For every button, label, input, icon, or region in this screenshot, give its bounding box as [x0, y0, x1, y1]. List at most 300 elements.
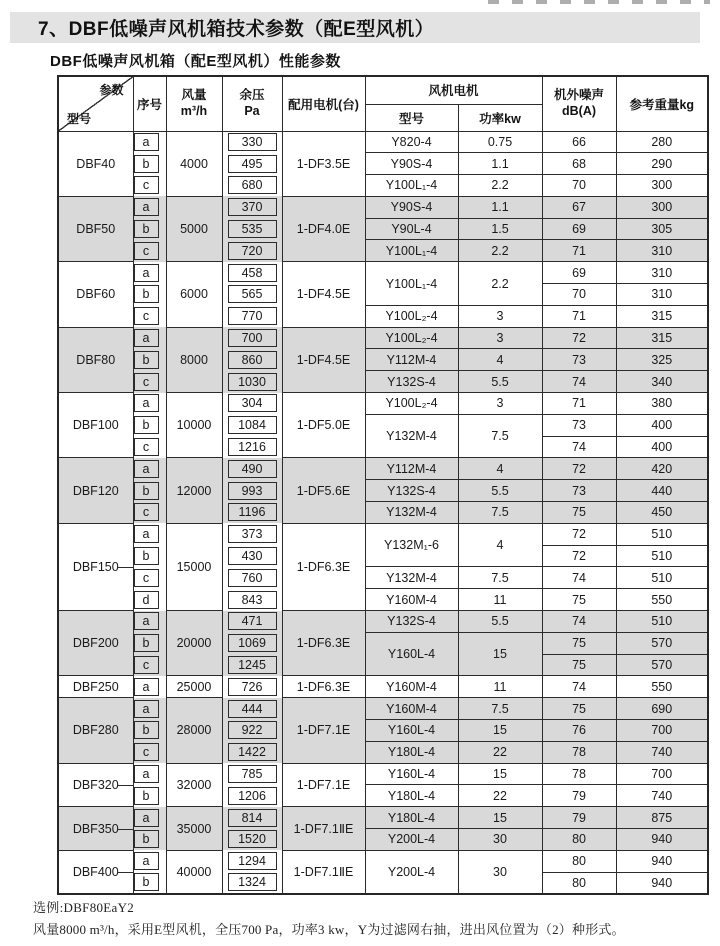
cell-motor-power: 7.5 [458, 414, 542, 458]
cell-motor-config: 1-DF5.6E [282, 458, 365, 523]
cell-motor-model: Y132M-4 [365, 567, 458, 589]
cell-motor-model: Y132S-4 [365, 611, 458, 633]
cell-airflow: 28000 [166, 698, 222, 763]
cell-weight: 875 [616, 807, 708, 829]
cell-weight: 700 [616, 720, 708, 742]
cell-motor-model: Y132M₁-6 [365, 523, 458, 567]
table-row [58, 567, 708, 589]
cell-pressure [222, 741, 282, 763]
cell-motor-power: 1.5 [458, 218, 542, 240]
cell-weight: 310 [616, 284, 708, 306]
cell-airflow: 35000 [166, 807, 222, 851]
cell-weight: 510 [616, 567, 708, 589]
header-noise-line2: dB(A) [562, 103, 597, 118]
cell-noise: 80 [542, 850, 616, 872]
page-edge-print-artifact [488, 0, 710, 4]
cell-airflow: 12000 [166, 458, 222, 523]
cell-pressure [222, 131, 282, 153]
cell-noise: 75 [542, 502, 616, 524]
cell-seq-box: a [134, 525, 159, 543]
cell-motor-config: 1-DF4.0E [282, 196, 365, 261]
footer-example-label: 选例:DBF80EaY2 [33, 900, 135, 915]
cell-noise: 75 [542, 654, 616, 676]
table-row [58, 371, 708, 393]
cell-pressure [222, 850, 282, 872]
cell-motor-model: Y160L-4 [365, 632, 458, 676]
cell-noise: 72 [542, 458, 616, 480]
cell-pressure-box: 770 [228, 307, 277, 325]
cell-pressure-box: 1245 [228, 656, 277, 674]
cell-seq-box: a [134, 329, 159, 347]
cell-pressure-box: 535 [228, 220, 277, 238]
cell-motor-model: Y112M-4 [365, 458, 458, 480]
cell-pressure-box: 430 [228, 547, 277, 565]
cell-pressure [222, 763, 282, 785]
cell-seq [133, 829, 166, 851]
cell-pressure-box: 1324 [228, 873, 277, 891]
cell-airflow: 5000 [166, 196, 222, 261]
cell-seq-box: a [134, 852, 159, 870]
cell-seq-box: b [134, 787, 159, 805]
cell-weight: 740 [616, 741, 708, 763]
cell-motor-power: 5.5 [458, 611, 542, 633]
cell-airflow: 25000 [166, 676, 222, 698]
cell-airflow: 32000 [166, 763, 222, 807]
table-row [58, 480, 708, 502]
cell-seq [133, 698, 166, 720]
cell-motor-config: 1-DF6.3E [282, 523, 365, 610]
header-corner-model-label: 型号 [67, 111, 92, 126]
cell-model: DBF120 [58, 458, 133, 523]
footer-example-description: 风量8000 m³/h，采用E型风机，全压700 Pa，功率3 kw，Y为过滤网右抽，进出风位置为（2）种形式。 [33, 922, 625, 937]
cell-noise: 79 [542, 807, 616, 829]
cell-weight: 315 [616, 327, 708, 349]
cell-pressure [222, 240, 282, 262]
cell-motor-power: 2.2 [458, 175, 542, 197]
cell-pressure [222, 327, 282, 349]
cell-seq [133, 850, 166, 872]
cell-motor-power: 15 [458, 720, 542, 742]
cell-seq [133, 240, 166, 262]
cell-motor-model: Y160L-4 [365, 763, 458, 785]
table-row [58, 349, 708, 371]
table-row [58, 327, 708, 349]
cell-pressure-box: 726 [228, 678, 277, 696]
table-row [58, 153, 708, 175]
cell-noise: 73 [542, 480, 616, 502]
cell-seq-box: a [134, 133, 159, 151]
table-row [58, 829, 708, 851]
cell-seq [133, 131, 166, 153]
cell-seq-box: b [134, 351, 159, 369]
cell-airflow: 10000 [166, 393, 222, 458]
cell-weight: 420 [616, 458, 708, 480]
cell-seq-box: b [134, 220, 159, 238]
table-row [58, 632, 708, 654]
cell-seq-box: c [134, 373, 159, 391]
cell-seq-box: a [134, 394, 159, 412]
header-noise [542, 76, 616, 131]
cell-seq [133, 349, 166, 371]
cell-seq [133, 284, 166, 306]
cell-motor-power: 5.5 [458, 480, 542, 502]
cell-seq [133, 436, 166, 458]
cell-pressure-box: 1422 [228, 743, 277, 761]
cell-pressure-box: 785 [228, 765, 277, 783]
cell-pressure [222, 872, 282, 894]
cell-motor-model: Y100L₁-4 [365, 240, 458, 262]
cell-noise: 80 [542, 829, 616, 851]
cell-motor-config: 1-DF7.1E [282, 763, 365, 807]
cell-noise: 74 [542, 371, 616, 393]
cell-seq-box: b [134, 721, 159, 739]
cell-model: DBF350 [58, 807, 133, 851]
cell-motor-model: Y100L₁-4 [365, 175, 458, 197]
cell-weight: 300 [616, 175, 708, 197]
table-row [58, 262, 708, 284]
cell-noise: 70 [542, 175, 616, 197]
cell-noise: 68 [542, 153, 616, 175]
cell-seq [133, 196, 166, 218]
cell-motor-model: Y100L₁-4 [365, 262, 458, 306]
cell-motor-config: 1-DF7.1ⅡE [282, 850, 365, 894]
cell-seq-box: a [134, 460, 159, 478]
cell-seq-box: c [134, 656, 159, 674]
cell-airflow: 8000 [166, 327, 222, 392]
table-row [58, 807, 708, 829]
cell-pressure [222, 284, 282, 306]
cell-pressure [222, 305, 282, 327]
cell-pressure-box: 1206 [228, 787, 277, 805]
cell-noise: 72 [542, 523, 616, 545]
cell-noise: 70 [542, 284, 616, 306]
cell-seq [133, 458, 166, 480]
cell-motor-power: 1.1 [458, 196, 542, 218]
cell-pressure [222, 480, 282, 502]
spec-table-container [57, 75, 709, 895]
cell-pressure-box: 444 [228, 700, 277, 718]
cell-motor-config: 1-DF4.5E [282, 262, 365, 327]
cell-weight: 380 [616, 393, 708, 415]
cell-weight: 450 [616, 502, 708, 524]
cell-airflow: 15000 [166, 523, 222, 610]
cell-motor-model: Y160M-4 [365, 676, 458, 698]
cell-noise: 71 [542, 393, 616, 415]
cell-seq [133, 393, 166, 415]
cell-seq-box: a [134, 264, 159, 282]
cell-weight: 550 [616, 676, 708, 698]
header-motor-config: 配用电机(台) [282, 76, 365, 131]
cell-noise: 67 [542, 196, 616, 218]
cell-pressure-box: 370 [228, 198, 277, 216]
header-airflow [166, 76, 222, 131]
spec-table-body [58, 131, 708, 894]
cell-seq-box: a [134, 765, 159, 783]
cell-weight: 510 [616, 523, 708, 545]
cell-seq-box: c [134, 242, 159, 260]
cell-noise: 78 [542, 763, 616, 785]
cell-pressure [222, 349, 282, 371]
cell-pressure-box: 495 [228, 155, 277, 173]
cell-motor-power: 7.5 [458, 698, 542, 720]
table-row [58, 589, 708, 611]
cell-model: DBF250 [58, 676, 133, 698]
table-row [58, 196, 708, 218]
cell-motor-power: 5.5 [458, 371, 542, 393]
cell-weight: 340 [616, 371, 708, 393]
cell-noise: 80 [542, 872, 616, 894]
cell-weight: 325 [616, 349, 708, 371]
cell-pressure-box: 993 [228, 482, 277, 500]
cell-motor-power: 1.1 [458, 153, 542, 175]
cell-motor-model: Y160L-4 [365, 720, 458, 742]
cell-motor-power: 15 [458, 763, 542, 785]
cell-noise: 74 [542, 436, 616, 458]
table-row [58, 414, 708, 436]
table-row [58, 741, 708, 763]
cell-pressure-box: 680 [228, 176, 277, 194]
cell-weight: 700 [616, 763, 708, 785]
cell-motor-power: 11 [458, 676, 542, 698]
cell-weight: 570 [616, 632, 708, 654]
cell-model: DBF320 [58, 763, 133, 807]
cell-weight: 740 [616, 785, 708, 807]
cell-pressure [222, 262, 282, 284]
cell-model: DBF60 [58, 262, 133, 327]
cell-motor-model: Y100L₂-4 [365, 305, 458, 327]
cell-motor-power: 0.75 [458, 131, 542, 153]
cell-noise: 73 [542, 349, 616, 371]
cell-pressure-box: 1084 [228, 416, 277, 434]
cell-noise: 66 [542, 131, 616, 153]
header-pressure-line2: Pa [244, 103, 260, 118]
cell-seq [133, 218, 166, 240]
cell-seq-box: c [134, 307, 159, 325]
table-row [58, 458, 708, 480]
cell-airflow: 40000 [166, 850, 222, 894]
table-row [58, 393, 708, 415]
cell-seq [133, 785, 166, 807]
cell-pressure-box: 373 [228, 525, 277, 543]
table-row [58, 240, 708, 262]
cell-seq [133, 327, 166, 349]
cell-motor-config: 1-DF5.0E [282, 393, 365, 458]
cell-seq-box: b [134, 285, 159, 303]
cell-motor-config: 1-DF7.1ⅡE [282, 807, 365, 851]
cell-model: DBF50 [58, 196, 133, 261]
section-title: 7、DBF低噪声风机箱技术参数（配E型风机） [38, 19, 435, 40]
header-corner-param-label: 参数 [99, 83, 124, 97]
cell-motor-power: 7.5 [458, 502, 542, 524]
cell-seq [133, 414, 166, 436]
table-row [58, 523, 708, 545]
cell-noise: 71 [542, 305, 616, 327]
cell-noise: 69 [542, 218, 616, 240]
cell-seq-box: c [134, 176, 159, 194]
cell-motor-model: Y90L-4 [365, 218, 458, 240]
cell-seq-box: a [134, 678, 159, 696]
table-row [58, 502, 708, 524]
cell-motor-model: Y90S-4 [365, 153, 458, 175]
cell-pressure-box: 458 [228, 264, 277, 282]
table-row [58, 785, 708, 807]
cell-motor-config: 1-DF3.5E [282, 131, 365, 196]
cell-weight: 940 [616, 829, 708, 851]
header-motor-power: 功率kw [458, 104, 542, 131]
cell-pressure [222, 458, 282, 480]
cell-pressure-box: 1520 [228, 830, 277, 848]
cell-motor-model: Y200L-4 [365, 829, 458, 851]
cell-seq-box: b [134, 634, 159, 652]
cell-seq [133, 872, 166, 894]
cell-pressure-box: 565 [228, 285, 277, 303]
cell-weight: 300 [616, 196, 708, 218]
cell-pressure [222, 196, 282, 218]
cell-weight: 400 [616, 414, 708, 436]
header-pressure [222, 76, 282, 131]
cell-pressure [222, 523, 282, 545]
cell-model: DBF80 [58, 327, 133, 392]
cell-seq [133, 545, 166, 567]
cell-seq-box: a [134, 198, 159, 216]
cell-motor-model: Y100L₂-4 [365, 393, 458, 415]
cell-motor-config: 1-DF6.3E [282, 676, 365, 698]
table-caption: DBF低噪声风机箱（配E型风机）性能参数 [50, 53, 341, 70]
cell-pressure [222, 371, 282, 393]
cell-noise: 75 [542, 589, 616, 611]
cell-weight: 550 [616, 589, 708, 611]
cell-noise: 72 [542, 545, 616, 567]
cell-pressure [222, 589, 282, 611]
cell-seq-box: c [134, 503, 159, 521]
cell-seq [133, 523, 166, 545]
table-row [58, 720, 708, 742]
cell-seq-box: a [134, 612, 159, 630]
header-fan-motor-group: 风机电机 [365, 76, 542, 104]
cell-motor-model: Y112M-4 [365, 349, 458, 371]
table-row [58, 850, 708, 872]
cell-noise: 73 [542, 414, 616, 436]
cell-seq-box: b [134, 873, 159, 891]
cell-pressure [222, 567, 282, 589]
cell-motor-power: 3 [458, 305, 542, 327]
cell-motor-power: 22 [458, 741, 542, 763]
cell-pressure [222, 829, 282, 851]
cell-pressure-box: 330 [228, 133, 277, 151]
spec-table [57, 75, 709, 895]
cell-seq-box: a [134, 809, 159, 827]
cell-pressure-box: 720 [228, 242, 277, 260]
cell-motor-model: Y160M-4 [365, 698, 458, 720]
cell-seq-box: b [134, 547, 159, 565]
cell-seq [133, 175, 166, 197]
table-row [58, 763, 708, 785]
table-row [58, 611, 708, 633]
cell-pressure-box: 471 [228, 612, 277, 630]
cell-pressure [222, 632, 282, 654]
cell-motor-power: 15 [458, 807, 542, 829]
cell-pressure-box: 760 [228, 569, 277, 587]
table-row [58, 698, 708, 720]
cell-weight: 310 [616, 262, 708, 284]
cell-motor-model: Y180L-4 [365, 807, 458, 829]
table-row [58, 175, 708, 197]
cell-seq [133, 632, 166, 654]
cell-pressure [222, 698, 282, 720]
cell-noise: 74 [542, 567, 616, 589]
cell-seq-box: c [134, 438, 159, 456]
table-row [58, 305, 708, 327]
cell-motor-power: 4 [458, 523, 542, 567]
cell-noise: 75 [542, 698, 616, 720]
cell-noise: 75 [542, 632, 616, 654]
header-seq: 序号 [133, 76, 166, 131]
cell-weight: 570 [616, 654, 708, 676]
cell-pressure [222, 393, 282, 415]
cell-seq [133, 611, 166, 633]
cell-pressure-box: 814 [228, 809, 277, 827]
cell-weight: 315 [616, 305, 708, 327]
cell-weight: 400 [616, 436, 708, 458]
cell-seq [133, 807, 166, 829]
cell-pressure-box: 1216 [228, 438, 277, 456]
cell-motor-model: Y90S-4 [365, 196, 458, 218]
cell-seq-box: b [134, 830, 159, 848]
cell-seq [133, 720, 166, 742]
cell-pressure [222, 153, 282, 175]
cell-seq-box: d [134, 591, 159, 609]
cell-seq [133, 480, 166, 502]
cell-motor-model: Y180L-4 [365, 741, 458, 763]
cell-seq [133, 262, 166, 284]
header-airflow-line1: 风量 [181, 88, 207, 103]
cell-pressure [222, 545, 282, 567]
cell-model: DBF150 [58, 523, 133, 610]
cell-pressure [222, 414, 282, 436]
cell-weight: 510 [616, 545, 708, 567]
cell-motor-power: 2.2 [458, 240, 542, 262]
cell-weight: 290 [616, 153, 708, 175]
cell-pressure [222, 654, 282, 676]
cell-seq [133, 502, 166, 524]
cell-pressure [222, 611, 282, 633]
table-row [58, 676, 708, 698]
cell-noise: 78 [542, 741, 616, 763]
cell-motor-model: Y160M-4 [365, 589, 458, 611]
cell-airflow: 20000 [166, 611, 222, 676]
cell-model: DBF280 [58, 698, 133, 763]
cell-seq-box: b [134, 155, 159, 173]
cell-airflow: 6000 [166, 262, 222, 327]
cell-motor-config: 1-DF4.5E [282, 327, 365, 392]
cell-weight: 440 [616, 480, 708, 502]
cell-seq-box: b [134, 416, 159, 434]
cell-pressure [222, 502, 282, 524]
table-row [58, 218, 708, 240]
cell-pressure-box: 1069 [228, 634, 277, 652]
cell-motor-model: Y200L-4 [365, 850, 458, 894]
cell-motor-power: 22 [458, 785, 542, 807]
section-title-bar [10, 12, 700, 43]
cell-pressure-box: 490 [228, 460, 277, 478]
cell-seq [133, 589, 166, 611]
cell-motor-model: Y100L₂-4 [365, 327, 458, 349]
cell-weight: 310 [616, 240, 708, 262]
cell-noise: 71 [542, 240, 616, 262]
cell-model: DBF40 [58, 131, 133, 196]
cell-motor-power: 3 [458, 393, 542, 415]
cell-pressure [222, 436, 282, 458]
